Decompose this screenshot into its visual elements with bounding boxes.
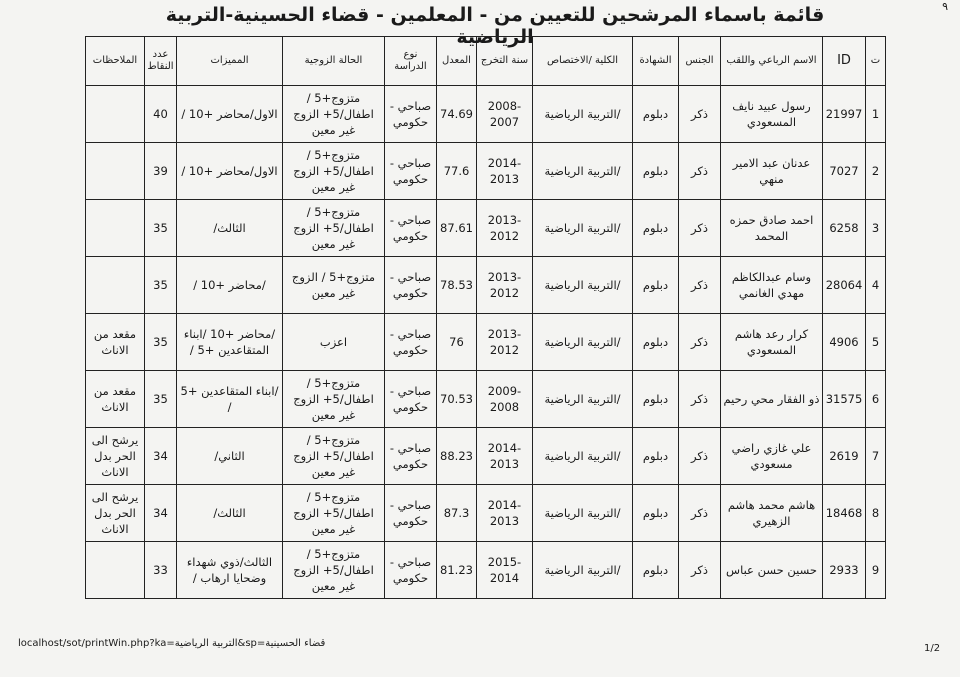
cell-degree: دبلوم bbox=[633, 143, 679, 200]
cell-gender: ذكر bbox=[679, 143, 721, 200]
cell-average: 87.3 bbox=[437, 485, 477, 542]
cell-college: /التربية الرياضية bbox=[533, 257, 633, 314]
cell-grad-year: 2009-2008 bbox=[477, 371, 533, 428]
cell-points: 35 bbox=[145, 257, 177, 314]
cell-points: 40 bbox=[145, 86, 177, 143]
cell-notes bbox=[86, 200, 145, 257]
cell-average: 81.23 bbox=[437, 542, 477, 599]
col-header-average: المعدل bbox=[437, 37, 477, 86]
cell-college: /التربية الرياضية bbox=[533, 371, 633, 428]
cell-notes bbox=[86, 143, 145, 200]
table-row bbox=[86, 86, 886, 143]
cell-seq: 6 bbox=[866, 371, 886, 428]
cell-id: 4906 bbox=[823, 314, 866, 371]
col-header-college: الكلية /الاختصاص bbox=[533, 37, 633, 86]
cell-college: /التربية الرياضية bbox=[533, 428, 633, 485]
cell-gender: ذكر bbox=[679, 86, 721, 143]
cell-id: 31575 bbox=[823, 371, 866, 428]
table-row bbox=[86, 485, 886, 542]
cell-grad-year: 2013-2012 bbox=[477, 200, 533, 257]
cell-gender: ذكر bbox=[679, 200, 721, 257]
cell-grad-year: 2013-2012 bbox=[477, 314, 533, 371]
cell-name: احمد صادق حمزه المحمد bbox=[721, 200, 823, 257]
cell-average: 87.61 bbox=[437, 200, 477, 257]
cell-points: 33 bbox=[145, 542, 177, 599]
cell-name: هاشم محمد هاشم الزهيري bbox=[721, 485, 823, 542]
cell-degree: دبلوم bbox=[633, 542, 679, 599]
cell-average: 76 bbox=[437, 314, 477, 371]
cell-features: الاول/محاضر +10 / bbox=[177, 86, 283, 143]
cell-study-type: صباحي - حكومي bbox=[385, 200, 437, 257]
cell-features: الثالث/ذوي شهداء وضحايا ارهاب / bbox=[177, 542, 283, 599]
cell-study-type: صباحي - حكومي bbox=[385, 371, 437, 428]
cell-marital: متزوج+5 / اطفال/5+ الزوج غير معين bbox=[283, 143, 385, 200]
cell-name: وسام عبدالكاظم مهدي الغانمي bbox=[721, 257, 823, 314]
col-header-degree: الشهادة bbox=[633, 37, 679, 86]
cell-seq: 1 bbox=[866, 86, 886, 143]
cell-name: عدنان عبد الامير منهي bbox=[721, 143, 823, 200]
cell-college: /التربية الرياضية bbox=[533, 86, 633, 143]
cell-college: /التربية الرياضية bbox=[533, 143, 633, 200]
col-header-notes: الملاحظات bbox=[86, 37, 145, 86]
cell-college: /التربية الرياضية bbox=[533, 314, 633, 371]
cell-features: الثاني/ bbox=[177, 428, 283, 485]
cell-study-type: صباحي - حكومي bbox=[385, 143, 437, 200]
cell-seq: 3 bbox=[866, 200, 886, 257]
col-header-marital: الحالة الزوجية bbox=[283, 37, 385, 86]
cell-features: /محاضر +10 / bbox=[177, 257, 283, 314]
cell-marital: متزوج+5 / اطفال/5+ الزوج غير معين bbox=[283, 542, 385, 599]
cell-grad-year: 2014-2013 bbox=[477, 428, 533, 485]
cell-id: 2619 bbox=[823, 428, 866, 485]
cell-grad-year: 2008-2007 bbox=[477, 86, 533, 143]
cell-seq: 9 bbox=[866, 542, 886, 599]
cell-degree: دبلوم bbox=[633, 371, 679, 428]
cell-college: /التربية الرياضية bbox=[533, 485, 633, 542]
table-header-row bbox=[86, 37, 886, 86]
cell-notes: يرشح الى الحر بدل الاناث bbox=[86, 428, 145, 485]
cell-marital: متزوج+5 / اطفال/5+ الزوج غير معين bbox=[283, 200, 385, 257]
table-row bbox=[86, 143, 886, 200]
footer-page-number: 1/2 bbox=[924, 643, 941, 654]
table-row bbox=[86, 428, 886, 485]
cell-degree: دبلوم bbox=[633, 428, 679, 485]
col-header-grad-year: سنة التخرج bbox=[477, 37, 533, 86]
cell-marital: متزوج+5 / اطفال/5+ الزوج غير معين bbox=[283, 428, 385, 485]
cell-degree: دبلوم bbox=[633, 200, 679, 257]
cell-college: /التربية الرياضية bbox=[533, 542, 633, 599]
col-header-name: الاسم الرباعي واللقب bbox=[721, 37, 823, 86]
cell-seq: 2 bbox=[866, 143, 886, 200]
page-title: قائمة باسماء المرشحين للتعيين من - المعلمين - قضاء الحسينية-التربية الرياضية bbox=[165, 4, 825, 48]
col-header-features: المميزات bbox=[177, 37, 283, 86]
col-header-study-type: نوع الدراسة bbox=[385, 37, 437, 86]
cell-gender: ذكر bbox=[679, 485, 721, 542]
cell-notes bbox=[86, 86, 145, 143]
cell-gender: ذكر bbox=[679, 257, 721, 314]
cell-notes: مقعد من الاناث bbox=[86, 314, 145, 371]
cell-study-type: صباحي - حكومي bbox=[385, 86, 437, 143]
cell-id: 18468 bbox=[823, 485, 866, 542]
cell-notes bbox=[86, 257, 145, 314]
cell-features: الاول/محاضر +10 / bbox=[177, 143, 283, 200]
cell-college: /التربية الرياضية bbox=[533, 200, 633, 257]
cell-points: 34 bbox=[145, 485, 177, 542]
cell-name: ذو الفقار محي رحيم bbox=[721, 371, 823, 428]
col-header-seq: ت bbox=[866, 37, 886, 86]
cell-degree: دبلوم bbox=[633, 257, 679, 314]
footer-url: localhost/sot/printWin.php?ka=التربية الرياضية&sp=قضاء الحسينية bbox=[18, 638, 326, 649]
cell-features: الثالث/ bbox=[177, 485, 283, 542]
cell-id: 2933 bbox=[823, 542, 866, 599]
cell-average: 78.53 bbox=[437, 257, 477, 314]
cell-features: الثالث/ bbox=[177, 200, 283, 257]
table-row bbox=[86, 314, 886, 371]
col-header-points: عدد النقاط bbox=[145, 37, 177, 86]
cell-average: 74.69 bbox=[437, 86, 477, 143]
cell-points: 35 bbox=[145, 200, 177, 257]
cell-marital: متزوج+5 / اطفال/5+ الزوج غير معين bbox=[283, 485, 385, 542]
cell-notes: يرشح الى الحر بدل الاناث bbox=[86, 485, 145, 542]
cell-grad-year: 2014-2013 bbox=[477, 143, 533, 200]
table-row bbox=[86, 200, 886, 257]
cell-name: علي غازي راضي مسعودي bbox=[721, 428, 823, 485]
cell-features: /محاضر +10 /ابناء المتقاعدين +5 / bbox=[177, 314, 283, 371]
cell-name: حسين حسن عباس bbox=[721, 542, 823, 599]
cell-id: 21997 bbox=[823, 86, 866, 143]
cell-gender: ذكر bbox=[679, 314, 721, 371]
col-header-id: ID bbox=[823, 37, 866, 86]
table-row bbox=[86, 542, 886, 599]
cell-seq: 4 bbox=[866, 257, 886, 314]
cell-points: 34 bbox=[145, 428, 177, 485]
cell-seq: 8 bbox=[866, 485, 886, 542]
cell-notes bbox=[86, 542, 145, 599]
cell-seq: 5 bbox=[866, 314, 886, 371]
cell-degree: دبلوم bbox=[633, 485, 679, 542]
cell-id: 28064 bbox=[823, 257, 866, 314]
cell-gender: ذكر bbox=[679, 542, 721, 599]
cell-points: 35 bbox=[145, 314, 177, 371]
candidates-table bbox=[85, 36, 886, 599]
cell-notes: مقعد من الاناث bbox=[86, 371, 145, 428]
cell-features: /ابناء المتقاعدين +5 / bbox=[177, 371, 283, 428]
cell-study-type: صباحي - حكومي bbox=[385, 257, 437, 314]
cell-study-type: صباحي - حكومي bbox=[385, 428, 437, 485]
cell-grad-year: 2013-2012 bbox=[477, 257, 533, 314]
cell-seq: 7 bbox=[866, 428, 886, 485]
cell-degree: دبلوم bbox=[633, 314, 679, 371]
cell-marital: متزوج+5 / اطفال/5+ الزوج غير معين bbox=[283, 371, 385, 428]
cell-points: 35 bbox=[145, 371, 177, 428]
cell-average: 70.53 bbox=[437, 371, 477, 428]
cell-grad-year: 2014-2013 bbox=[477, 485, 533, 542]
cell-gender: ذكر bbox=[679, 428, 721, 485]
cell-study-type: صباحي - حكومي bbox=[385, 485, 437, 542]
cell-marital: متزوج+5 / اطفال/5+ الزوج غير معين bbox=[283, 86, 385, 143]
cell-average: 88.23 bbox=[437, 428, 477, 485]
cell-id: 7027 bbox=[823, 143, 866, 200]
cell-study-type: صباحي - حكومي bbox=[385, 542, 437, 599]
cell-name: كرار رعد هاشم المسعودي bbox=[721, 314, 823, 371]
table-row bbox=[86, 257, 886, 314]
corner-mark: ٩ bbox=[942, 0, 948, 13]
cell-average: 77.6 bbox=[437, 143, 477, 200]
table-row bbox=[86, 371, 886, 428]
cell-marital: اعزب bbox=[283, 314, 385, 371]
cell-marital: متزوج+5 / الزوج غير معين bbox=[283, 257, 385, 314]
col-header-gender: الجنس bbox=[679, 37, 721, 86]
cell-degree: دبلوم bbox=[633, 86, 679, 143]
cell-points: 39 bbox=[145, 143, 177, 200]
cell-gender: ذكر bbox=[679, 371, 721, 428]
cell-study-type: صباحي - حكومي bbox=[385, 314, 437, 371]
cell-grad-year: 2015-2014 bbox=[477, 542, 533, 599]
cell-id: 6258 bbox=[823, 200, 866, 257]
cell-name: رسول عبيد نايف المسعودي bbox=[721, 86, 823, 143]
